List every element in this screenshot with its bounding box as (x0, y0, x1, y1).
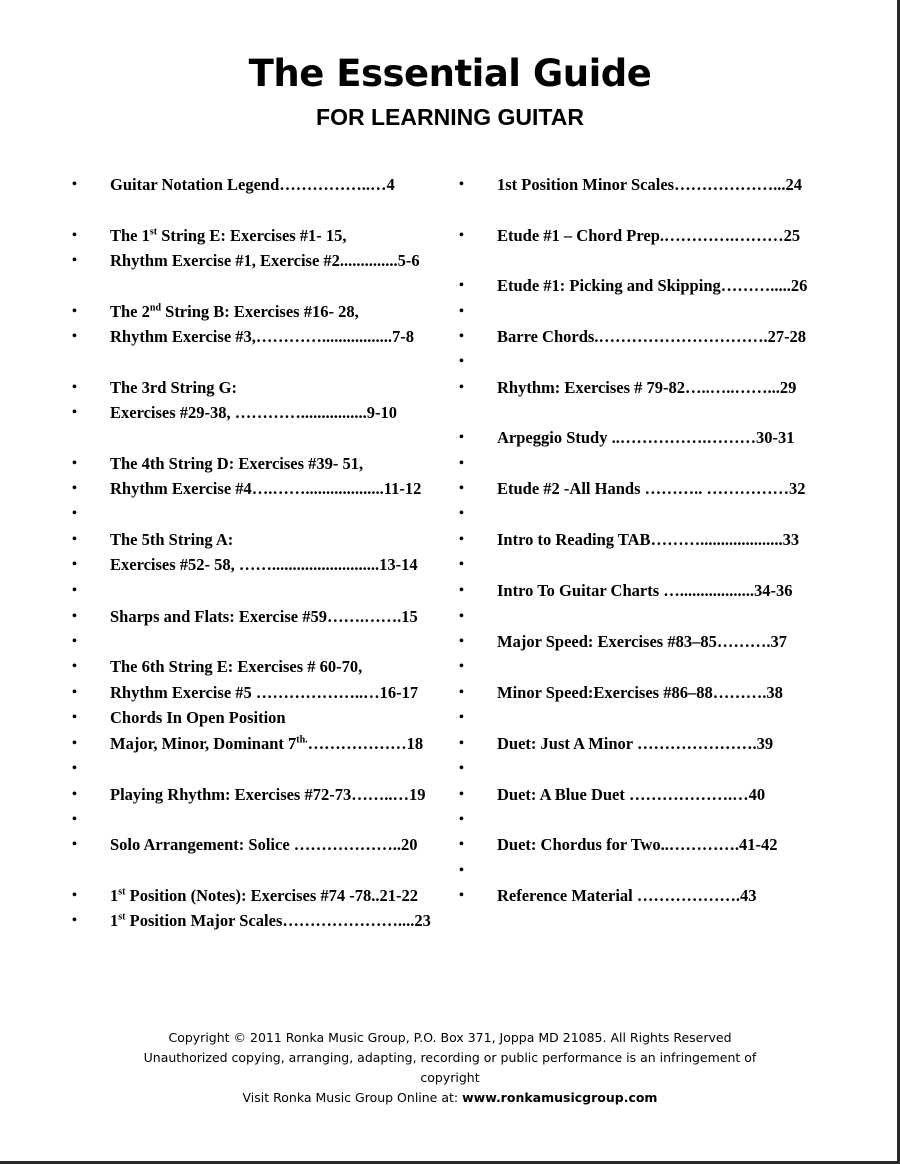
page-subtitle: FOR LEARNING GUITAR (316, 104, 584, 130)
bullet: • (72, 405, 77, 420)
toc-item-text: 1st Position Major Scales…………………....23 (110, 911, 431, 930)
bullet: • (459, 761, 464, 776)
bullet: • (72, 304, 77, 319)
bullet: • (72, 506, 77, 521)
notice-line: Unauthorized copying, arranging, adapting, recording or public performance is an infringement of (143, 1050, 757, 1065)
bullet: • (72, 812, 77, 827)
toc-item-text: Sharps and Flats: Exercise #59…….…….15 (110, 607, 418, 626)
bullet: • (72, 837, 77, 852)
bullet: • (459, 710, 464, 725)
bullet: • (459, 888, 464, 903)
bullet: • (459, 812, 464, 827)
toc-item-text: Solo Arrangement: Solice ………………..20 (110, 835, 418, 854)
footer (0, 1028, 900, 1108)
toc-item-text: The 3rd String G: (110, 378, 237, 397)
bullet: • (72, 177, 77, 192)
bullet: • (459, 456, 464, 471)
visit-text: Visit Ronka Music Group Online at: (242, 1090, 463, 1105)
bullet: • (459, 659, 464, 674)
toc-item-text: Exercises #29-38, …………................9-10 (110, 403, 398, 422)
toc-item-text: The 1st String E: Exercises #1- 15, (110, 226, 347, 245)
toc-item-text: Major, Minor, Dominant $7^{th.}\dots\dots\dots\dots\dots\dots 18$ (110, 734, 424, 753)
bullet: • (72, 609, 77, 624)
bullet: • (72, 532, 77, 547)
bullet: • (72, 583, 77, 598)
bullet: • (459, 736, 464, 751)
bullet: • (459, 787, 464, 802)
toc-item-text: Duet: Just A Minor ………………….39 (497, 734, 774, 753)
bullet: • (72, 380, 77, 395)
bullet: • (72, 685, 77, 700)
toc-item-text: Rhythm Exercise #3,………….................7-8 (110, 327, 415, 346)
toc-item-text: Chords In Open Position (110, 708, 286, 727)
page-title: The Essential Guide (248, 52, 652, 95)
toc-item-text: Duet: A Blue Duet ……………….…40 (497, 785, 766, 804)
bullet: • (459, 228, 464, 243)
toc-item-text: Intro To Guitar Charts …..................34-36 (497, 581, 793, 600)
toc-item-text: Rhythm Exercise #4….……...................11-12 (110, 479, 422, 498)
toc-item-text: Major Speed: Exercises #83–85……….37 (497, 632, 787, 651)
toc-item-text: Rhythm Exercise #5 ………………..…16-17 (110, 683, 419, 702)
bullet: • (72, 481, 77, 496)
copyright-line: Copyright © 2011 Ronka Music Group, P.O. Box 371, Joppa MD 21085. All Rights Reserved (168, 1030, 732, 1045)
bullet: • (459, 506, 464, 521)
bullet: • (72, 228, 77, 243)
toc-item-text: Playing Rhythm: Exercises #72-73……..…19 (110, 785, 426, 804)
bullet: • (459, 278, 464, 293)
bullet: • (459, 557, 464, 572)
bullet: • (72, 557, 77, 572)
toc-item-text: Guitar Notation Legend……………..…4 (110, 175, 395, 194)
bullet: • (459, 634, 464, 649)
bullet: • (72, 456, 77, 471)
toc-item-text: 1st Position (Notes): Exercises #74 -78..21-22 (110, 886, 419, 905)
bullet: • (459, 430, 464, 445)
bullet: • (72, 787, 77, 802)
toc-item-text: Minor Speed:Exercises #86–88……….38 (497, 683, 783, 702)
bullet: • (459, 863, 464, 878)
bullet: • (72, 253, 77, 268)
bullet: • (459, 583, 464, 598)
bullet: • (459, 177, 464, 192)
toc-item-text: Etude #1: Picking and Skipping……….....26 (497, 276, 808, 295)
bullet: • (459, 685, 464, 700)
bullet: • (72, 659, 77, 674)
website-link[interactable]: www.ronkamusicgroup.com (462, 1090, 658, 1105)
toc-item-text: Rhythm Exercise #1, Exercise #2..............5-6 (110, 251, 420, 270)
toc-item-text: Etude #1 – Chord Prep.………….………25 (497, 226, 801, 245)
notice-line: copyright (420, 1070, 480, 1085)
bullet: • (459, 532, 464, 547)
bullet: • (72, 888, 77, 903)
bullet: • (459, 481, 464, 496)
visit-line (0, 1088, 900, 1108)
bullet: • (72, 329, 77, 344)
bullet: • (459, 837, 464, 852)
toc-item-text: Barre Chords.………………………….27-28 (497, 327, 807, 346)
toc-item-text: The 2nd String B: Exercises #16- 28, (110, 302, 359, 321)
toc-item-text: Arpeggio Study ..…………….………30-31 (497, 428, 795, 447)
bullet: • (72, 913, 77, 928)
bullet: • (459, 329, 464, 344)
toc-item-text: The 4th String D: Exercises #39- 51, (110, 454, 364, 473)
toc-item-text: The 5th String A: (110, 530, 234, 549)
toc-item-text: The 6th String E: Exercises # 60-70, (110, 657, 363, 676)
toc-item-text: Rhythm: Exercises # 79-82…..…..……...29 (497, 378, 797, 397)
toc-item-text: Etude #2 -All Hands ……….. ……………32 (497, 479, 806, 498)
bullet: • (459, 354, 464, 369)
toc-item-text: Duet: Chordus for Two..………….41-42 (497, 835, 778, 854)
bullet: • (459, 304, 464, 319)
toc-item-text: Intro to Reading TAB………....................33 (497, 530, 800, 549)
toc-item-text: 1st Position Minor Scales………………...24 (497, 175, 802, 194)
bullet: • (72, 710, 77, 725)
bullet: • (72, 736, 77, 751)
bullet: • (72, 634, 77, 649)
bullet: • (72, 761, 77, 776)
toc-item-text: Reference Material ……………….43 (497, 886, 757, 905)
bullet: • (459, 380, 464, 395)
toc-item-text: Exercises #52- 58, ……..........................13-14 (110, 555, 418, 574)
bullet: • (459, 609, 464, 624)
